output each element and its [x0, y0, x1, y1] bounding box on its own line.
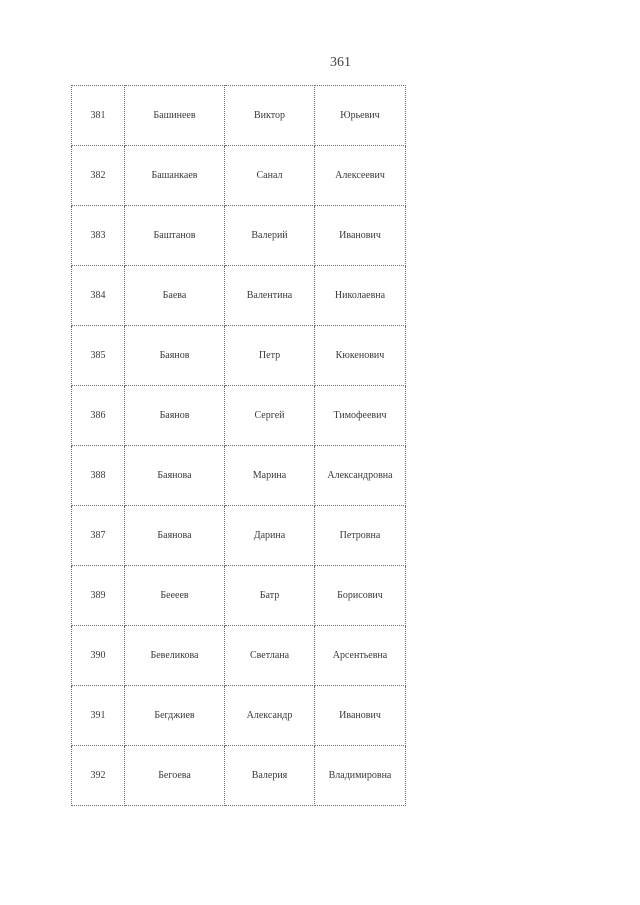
first-name: Александр: [225, 686, 315, 746]
row-number: 384: [72, 266, 125, 326]
last-name: Баянова: [125, 506, 225, 566]
patronymic: Иванович: [315, 686, 406, 746]
row-number: 381: [72, 86, 125, 146]
row-number: 391: [72, 686, 125, 746]
patronymic: Кюкенович: [315, 326, 406, 386]
first-name: Сергей: [225, 386, 315, 446]
row-number: 382: [72, 146, 125, 206]
patronymic: Юрьевич: [315, 86, 406, 146]
first-name: Дарина: [225, 506, 315, 566]
last-name: Беееев: [125, 566, 225, 626]
last-name: Баянов: [125, 386, 225, 446]
row-number: 389: [72, 566, 125, 626]
row-number: 385: [72, 326, 125, 386]
table-row: [72, 506, 406, 566]
first-name: Санал: [225, 146, 315, 206]
last-name: Баштанов: [125, 206, 225, 266]
patronymic: Алексеевич: [315, 146, 406, 206]
last-name: Баянов: [125, 326, 225, 386]
table-row: [72, 626, 406, 686]
table-row: [72, 686, 406, 746]
last-name: Баянова: [125, 446, 225, 506]
last-name: Баева: [125, 266, 225, 326]
last-name: Бевеликова: [125, 626, 225, 686]
first-name: Валерий: [225, 206, 315, 266]
row-number: 390: [72, 626, 125, 686]
page-number: 361: [330, 55, 351, 70]
patronymic: Тимофеевич: [315, 386, 406, 446]
last-name: Башанкаев: [125, 146, 225, 206]
patronymic: Иванович: [315, 206, 406, 266]
row-number: 383: [72, 206, 125, 266]
first-name: Валентина: [225, 266, 315, 326]
row-number: 388: [72, 446, 125, 506]
row-number: 387: [72, 506, 125, 566]
table-row: [72, 446, 406, 506]
row-number: 392: [72, 746, 125, 806]
patronymic: Николаевна: [315, 266, 406, 326]
last-name: Башинеев: [125, 86, 225, 146]
table-row: [72, 386, 406, 446]
last-name: Бегоева: [125, 746, 225, 806]
table-row: [72, 146, 406, 206]
table-row: [72, 566, 406, 626]
first-name: Валерия: [225, 746, 315, 806]
first-name: Батр: [225, 566, 315, 626]
roster-table: [71, 85, 406, 806]
first-name: Петр: [225, 326, 315, 386]
first-name: Марина: [225, 446, 315, 506]
last-name: Бегджиев: [125, 686, 225, 746]
table-row: [72, 326, 406, 386]
first-name: Виктор: [225, 86, 315, 146]
table-row: [72, 86, 406, 146]
table-row: [72, 746, 406, 806]
patronymic: Борисович: [315, 566, 406, 626]
table-row: [72, 206, 406, 266]
patronymic: Владимировна: [315, 746, 406, 806]
table-row: [72, 266, 406, 326]
first-name: Светлана: [225, 626, 315, 686]
patronymic: Петровна: [315, 506, 406, 566]
patronymic: Арсентьевна: [315, 626, 406, 686]
patronymic: Александровна: [315, 446, 406, 506]
row-number: 386: [72, 386, 125, 446]
